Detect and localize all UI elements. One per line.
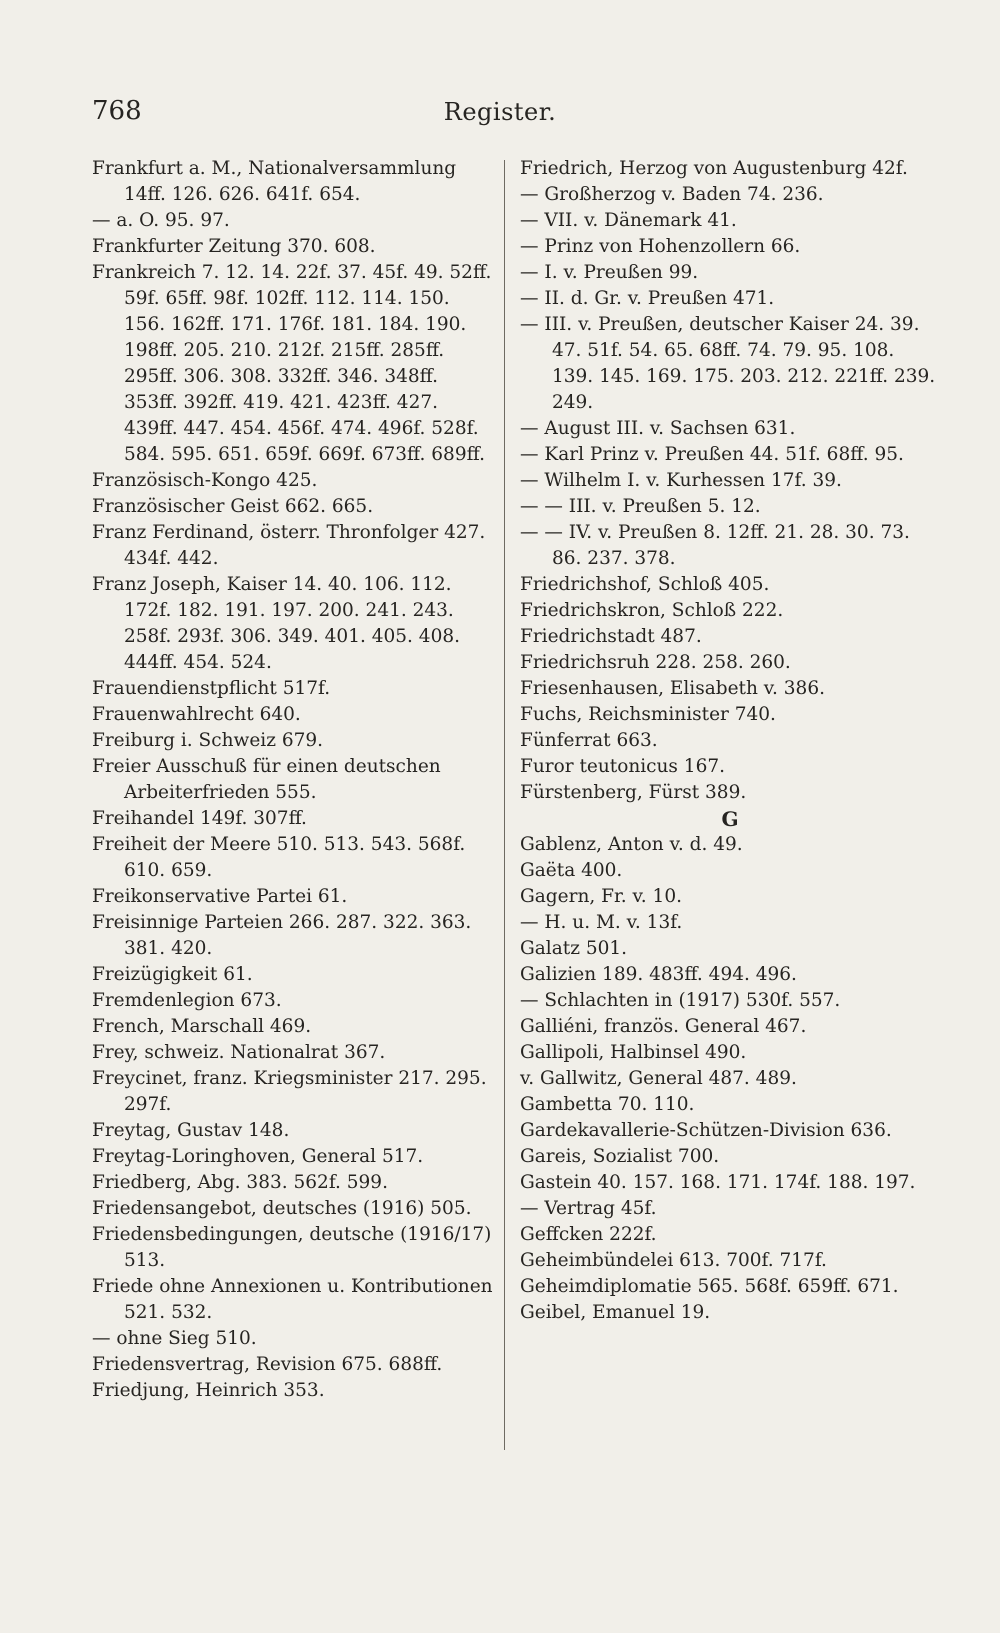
index-entry: Furor teutonicus 167. (520, 756, 725, 777)
index-entry: Geheimbündelei 613. 700f. 717f. (520, 1250, 827, 1271)
index-entry: — H. u. M. v. 13f. (520, 912, 683, 933)
index-entry: Gagern, Fr. v. 10. (520, 886, 682, 907)
index-entry: Friedrich, Herzog von Augustenburg 42f. (520, 158, 908, 179)
index-entry: Freiburg i. Schweiz 679. (92, 730, 324, 751)
index-entry: — II. d. Gr. v. Preußen 471. (520, 288, 775, 309)
index-entry: — VII. v. Dänemark 41. (520, 210, 737, 231)
index-entry: — Wilhelm I. v. Kurhessen 17f. 39. (520, 470, 842, 491)
index-entry: Freytag, Gustav 148. (92, 1120, 290, 1141)
index-entry: — a. O. 95. 97. (92, 210, 230, 231)
index-entry: Geibel, Emanuel 19. (520, 1302, 711, 1323)
index-entry: Geheimdiplomatie 565. 568f. 659ff. 671. (520, 1276, 899, 1297)
index-entry: Geffcken 222f. (520, 1224, 657, 1245)
index-entry: Friedrichstadt 487. (520, 626, 702, 647)
index-entry: Frankfurt a. M., Nationalversammlung 14ff. 126. 626. 641f. 654. (92, 158, 457, 205)
index-entry: Frauenwahlrecht 640. (92, 704, 301, 725)
index-entry: Freizügigkeit 61. (92, 964, 253, 985)
letter-heading: G (721, 807, 739, 831)
index-entry: French, Marschall 469. (92, 1016, 312, 1037)
index-entry: Friedberg, Abg. 383. 562f. 599. (92, 1172, 388, 1193)
index-entry: — Prinz von Hohenzollern 66. (520, 236, 801, 257)
column-divider (504, 160, 505, 1450)
left-index-column (92, 156, 494, 1404)
index-entry: Friesenhausen, Elisabeth v. 386. (520, 678, 825, 699)
index-entry: Frankreich 7. 12. 14. 22f. 37. 45f. 49. 52ff. 59f. 65ff. 98f. 102ff. 112. 114. 150. 156. 162ff. 171. 176f. 181. 184. 190. 198ff. 205. 210. 212f. 215ff. 285ff. 295ff. 306. 308. 332ff. 346. 348ff. 353ff. 392ff. 419. 421. 423ff. 427. 439ff. 447. 454. 456f. 474. 496f. 528f. 584. 595. 651. 659f. 669f. 673ff. 689ff. (92, 262, 492, 465)
index-entry: — I. v. Preußen 99. (520, 262, 699, 283)
index-entry: — III. v. Preußen, deutscher Kaiser 24. 39. 47. 51f. 54. 65. 68ff. 74. 79. 95. 108. 139. 145. 169. 175. 203. 212. 221ff. 239. 249. (520, 314, 936, 413)
index-entry: Freihandel 149f. 307ff. (92, 808, 307, 829)
index-entry: Gaëta 400. (520, 860, 623, 881)
index-entry: Friedensvertrag, Revision 675. 688ff. (92, 1354, 443, 1375)
index-entry: Französisch-Kongo 425. (92, 470, 318, 491)
right-index-column (520, 156, 940, 1326)
index-entry: Gablenz, Anton v. d. 49. (520, 834, 743, 855)
index-entry: Fünferrat 663. (520, 730, 658, 751)
index-entry: — — III. v. Preußen 5. 12. (520, 496, 761, 517)
index-entry: Galliéni, französ. General 467. (520, 1016, 807, 1037)
index-entry: — Großherzog v. Baden 74. 236. (520, 184, 824, 205)
index-entry: Galatz 501. (520, 938, 628, 959)
running-title: Register. (443, 98, 557, 126)
index-entry: Gallipoli, Halbinsel 490. (520, 1042, 747, 1063)
index-entry: Friedrichsruh 228. 258. 260. (520, 652, 791, 673)
index-entry: Gardekavallerie-Schützen-Division 636. (520, 1120, 892, 1141)
index-entry: Frauendienstpflicht 517f. (92, 678, 331, 699)
index-entry: Freikonservative Partei 61. (92, 886, 348, 907)
index-entry: Französischer Geist 662. 665. (92, 496, 374, 517)
index-entry: Frey, schweiz. Nationalrat 367. (92, 1042, 386, 1063)
index-entry: Friede ohne Annexionen u. Kontributionen 521. 532. (92, 1276, 493, 1323)
index-entry: Galizien 189. 483ff. 494. 496. (520, 964, 797, 985)
index-entry: Freycinet, franz. Kriegsminister 217. 295. 297f. (92, 1068, 487, 1115)
index-entry: Frankfurter Zeitung 370. 608. (92, 236, 376, 257)
index-entry: — Karl Prinz v. Preußen 44. 51f. 68ff. 95. (520, 444, 904, 465)
index-entry: Gareis, Sozialist 700. (520, 1146, 720, 1167)
index-entry: Friedjung, Heinrich 353. (92, 1380, 325, 1401)
index-entry: v. Gallwitz, General 487. 489. (520, 1068, 797, 1089)
index-entry: — August III. v. Sachsen 631. (520, 418, 796, 439)
index-entry: — ohne Sieg 510. (92, 1328, 257, 1349)
index-entry: Freisinnige Parteien 266. 287. 322. 363. 381. 420. (92, 912, 472, 959)
index-entry: Friedensangebot, deutsches (1916) 505. (92, 1198, 472, 1219)
index-entry: Friedrichskron, Schloß 222. (520, 600, 784, 621)
index-entry: Gastein 40. 157. 168. 171. 174f. 188. 197. (520, 1172, 916, 1193)
index-entry: Freier Ausschuß für einen deutschen Arbeiterfrieden 555. (92, 756, 441, 803)
index-entry: Fürstenberg, Fürst 389. (520, 782, 747, 803)
page-header (92, 96, 908, 136)
page-number: 768 (92, 96, 142, 126)
index-entry: Franz Joseph, Kaiser 14. 40. 106. 112. 172f. 182. 191. 197. 200. 241. 243. 258f. 293f. 306. 349. 401. 405. 408. 444ff. 454. 524. (92, 574, 460, 673)
index-entry: — Schlachten in (1917) 530f. 557. (520, 990, 841, 1011)
index-entry: Fuchs, Reichsminister 740. (520, 704, 776, 725)
index-entry: — — IV. v. Preußen 8. 12ff. 21. 28. 30. 73. 86. 237. 378. (520, 522, 910, 569)
index-entry: Franz Ferdinand, österr. Thronfolger 427. 434f. 442. (92, 522, 486, 569)
index-entry: Freiheit der Meere 510. 513. 543. 568f. 610. 659. (92, 834, 466, 881)
index-entry: Friedrichshof, Schloß 405. (520, 574, 770, 595)
index-entry: Freytag-Loringhoven, General 517. (92, 1146, 424, 1167)
index-entry: Gambetta 70. 110. (520, 1094, 695, 1115)
index-entry: Fremdenlegion 673. (92, 990, 282, 1011)
index-entry: — Vertrag 45f. (520, 1198, 657, 1219)
index-entry: Friedensbedingungen, deutsche (1916/17) 513. (92, 1224, 492, 1271)
